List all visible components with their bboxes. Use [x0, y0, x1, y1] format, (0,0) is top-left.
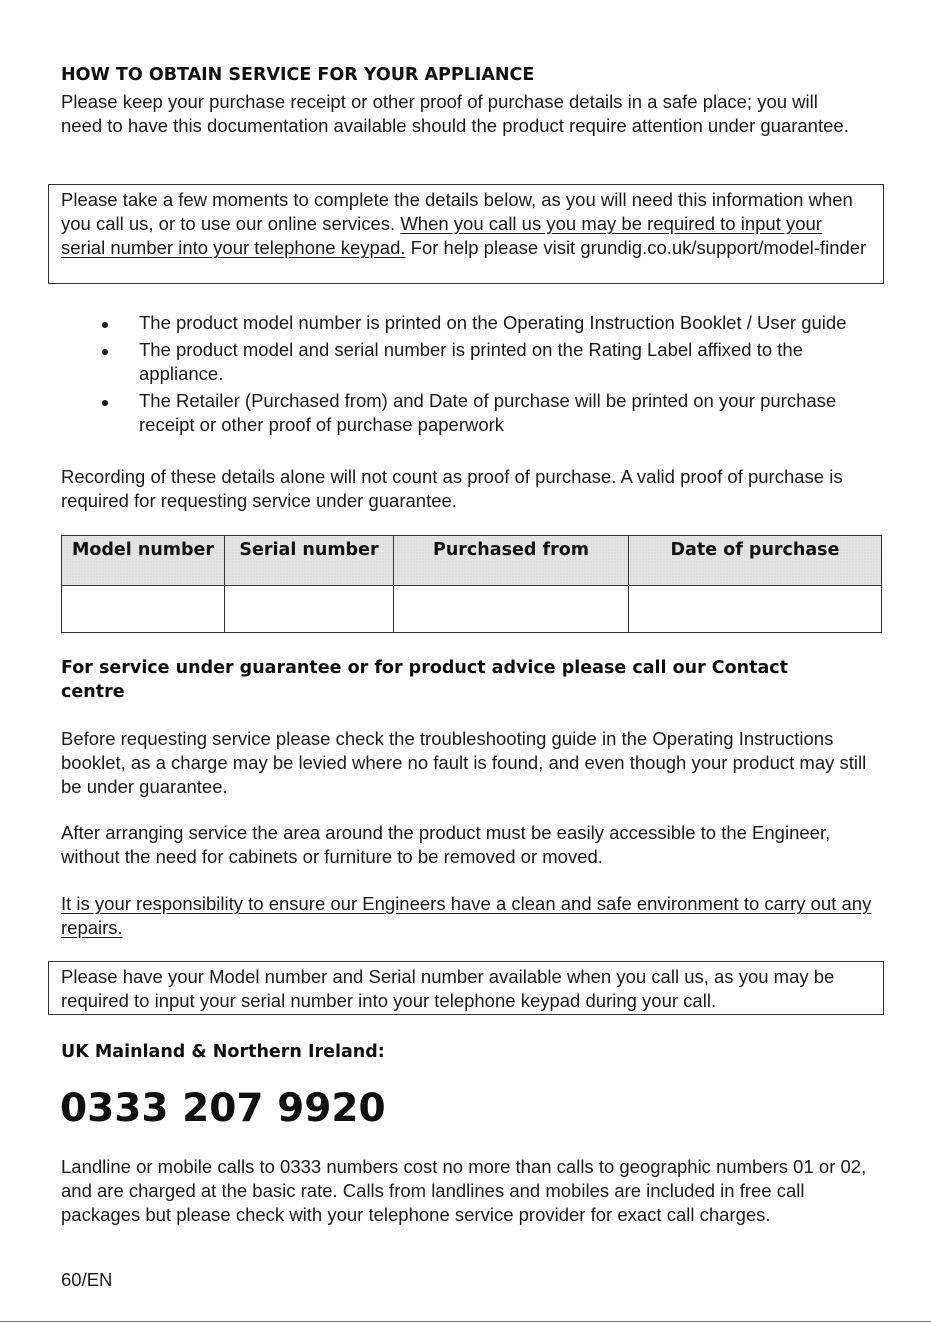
purchased-from-cell [394, 586, 629, 633]
details-location-list [61, 311, 873, 440]
model-number-cell [62, 586, 225, 633]
notice-text: Please take a few moments to complete the details below, as you will need this information when you call us, or to use our online services. [61, 189, 853, 234]
intro-paragraph: Please keep your purchase receipt or other proof of purchase details in a safe place; you will need to have this documentation available should the product require attention under guarantee. [61, 91, 849, 136]
header-serial-number: Serial number [225, 536, 394, 586]
troubleshooting-paragraph: Before requesting service please check the troubleshooting guide in the Operating Instructions booklet, as a charge may be levied where no fault is found, and even though your product may still be under guarantee. [61, 728, 867, 797]
list-item: The Retailer (Purchased from) and Date of purchase will be printed on your purchase receipt or other proof of purchase paperwork [61, 389, 873, 437]
page-number: 60/EN [61, 1269, 113, 1290]
section-heading: HOW TO OBTAIN SERVICE FOR YOUR APPLIANCE [61, 65, 535, 85]
region-label: UK Mainland & Northern Ireland: [61, 1042, 385, 1062]
recording-note: Recording of these details alone will not count as proof of purchase. A valid proof of purchase is required for requesting service under guarantee. [61, 466, 843, 511]
serial-number-notice-box [48, 961, 884, 1015]
serial-number-cell [225, 586, 394, 633]
date-of-purchase-cell [629, 586, 882, 633]
bottom-divider [0, 1321, 931, 1322]
header-purchased-from: Purchased from [394, 536, 629, 586]
contact-centre-heading: For service under guarantee or for product advice please call our Contact centre [61, 658, 789, 702]
table-header-row [62, 536, 882, 586]
serial-number-notice-text: Please have your Model number and Serial number available when you call us, as you may be required to input your serial number into your telephone keypad during your call. [61, 966, 835, 1011]
phone-number: 0333 207 9920 [60, 1086, 386, 1131]
table-row [62, 586, 882, 633]
accessibility-paragraph: After arranging service the area around the product must be easily accessible to the Engineer, without the need for cabinets or furniture to be removed or moved. [61, 822, 831, 867]
list-item: The product model and serial number is printed on the Rating Label affixed to the appliance. [61, 338, 873, 386]
purchase-details-table [61, 535, 882, 633]
header-date-of-purchase: Date of purchase [629, 536, 882, 586]
header-model-number: Model number [62, 536, 225, 586]
list-item: The product model number is printed on the Operating Instruction Booklet / User guide [61, 311, 873, 335]
call-charges-note: Landline or mobile calls to 0333 numbers cost no more than calls to geographic numbers 01 or 02, and are charged at the basic rate. Calls from landlines and mobiles are included in free call packages but please check with your telephone service provider for exact call charges. [61, 1156, 867, 1225]
notice-underlined-text: When you call us you may be required to input your serial number into your telephone keypad. [61, 213, 822, 258]
notice-box [48, 184, 884, 284]
notice-help-text: For help please visit grundig.co.uk/support/model-finder [405, 237, 867, 258]
responsibility-paragraph: It is your responsibility to ensure our Engineers have a clean and safe environment to carry out any repairs. [61, 893, 872, 938]
